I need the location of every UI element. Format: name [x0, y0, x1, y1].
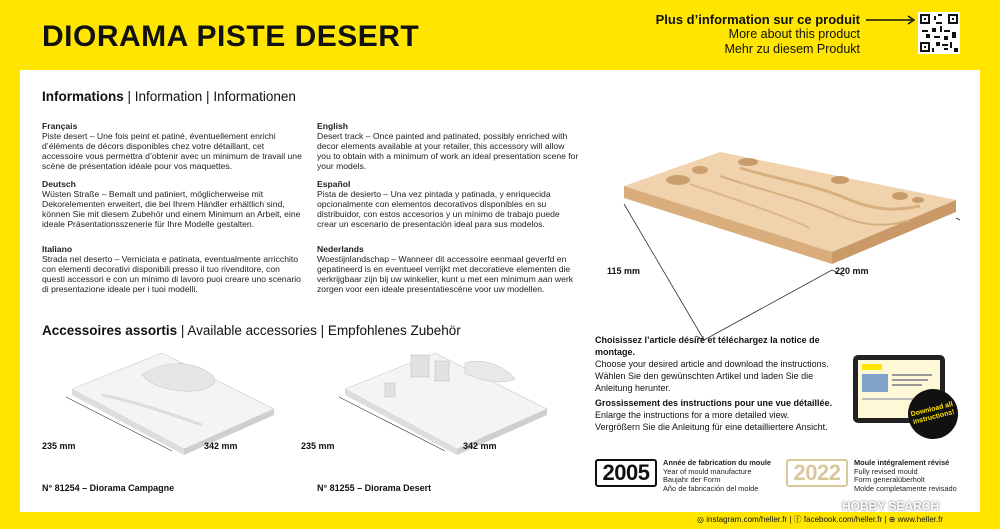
product-dim-width: 220 mm: [835, 266, 869, 276]
mould-year-text: Année de fabrication du moule Year of mould manufacture Baujahr der Form Año de fabricación del molde: [663, 458, 771, 493]
page-title: DIORAMA PISTE DESERT: [42, 20, 420, 53]
website-link[interactable]: www.heller.fr: [897, 515, 943, 524]
arrow-right-icon: [866, 14, 916, 26]
instagram-link[interactable]: instagram.com/heller.fr: [706, 515, 788, 524]
campagne-dim-depth: 235 mm: [42, 441, 76, 451]
lang-block-es: Español Pista de desierto – Una vez pintada y patinada, y enriquecida opcionalmente con elementos decorativos disponibles en su distribuidor, con estos accesorios y un mínimo de trabajo puede crear un escenario de presentación ideal para sus modelos.: [317, 179, 560, 229]
revised-year-text: Moule intégralement révisé Fully revised mould Form generalüberholt Molde completamente revisado: [854, 458, 957, 493]
download-instructions-badge[interactable]: Download all instructions!: [903, 384, 964, 445]
instagram-icon: ◎: [697, 515, 704, 524]
more-info-fr: Plus d’information sur ce produit: [655, 12, 860, 27]
lang-block-fr: Français Piste desert – Une fois peint et patiné, éventuellement enrichi d’éléments de décors disponibles chez votre détaillant, cet accessoire vous permettra d’obtenir avec un minimum de travail une scène de présentation idéale pour vos maquettes.: [42, 121, 302, 171]
accessories-heading: Accessoires assortis | Available accessories | Empfohlenes Zubehör: [42, 323, 461, 338]
revised-year-badge: 2022: [786, 459, 848, 487]
instructions-text: Choisissez l’article désiré et téléchargez la notice de montage. Choose your desired article and download the instructions. Wählen Sie den gewünschten Artikel und laden Sie die Anleitung herunter. Grossissement des instructions pour une vue détaillée. Enlarge the instructions for a more detailed view. Vergrößern Sie die Anleitung für eine detailliertere Ansicht.: [595, 335, 833, 432]
accessory-image-campagne[interactable]: [42, 345, 282, 455]
more-info-de: Mehr zu diesem Produkt: [724, 42, 860, 56]
lang-block-en: English Desert track – Once painted and patinated, possibly enriched with decor elements available at your retailer, this accessory will allow you to obtain with a minimum of work an ideal presentation scene for your models.: [317, 121, 579, 171]
watermark: HOBBY SEARCH: [842, 499, 940, 513]
facebook-icon: ⓕ: [793, 515, 802, 524]
more-info-en: More about this product: [728, 27, 860, 41]
desert-dim-width: 342 mm: [463, 441, 497, 451]
informations-heading: Informations | Information | Informationen: [42, 89, 296, 104]
facebook-link[interactable]: facebook.com/heller.fr: [803, 515, 883, 524]
globe-icon: ⊕: [888, 515, 896, 524]
qr-code-icon[interactable]: [918, 12, 960, 54]
product-dim-depth: 115 mm: [607, 266, 641, 276]
footer-social: ◎ instagram.com/heller.fr | ⓕ facebook.com/heller.fr | ⊕ www.heller.fr: [697, 515, 943, 524]
lang-block-nl: Nederlands Woestijnlandschap – Wanneer dit accessoire eenmaal geverfd en gepatineerd is en eventueel verrijkt met decoratieve elementen die verkrijgbaar zijn bij uw winkelier, kunt u met een minimum aan werk zorgen voor een ideale presentatiescène voor uw modellen.: [317, 244, 574, 294]
accessory-name-desert[interactable]: N° 81255 – Diorama Desert: [317, 483, 432, 493]
mould-year-badge: 2005: [595, 459, 657, 487]
content-panel: [20, 70, 980, 512]
accessory-image-desert[interactable]: [315, 345, 555, 455]
accessory-name-campagne[interactable]: N° 81254 – Diorama Campagne: [42, 483, 175, 493]
desert-dim-depth: 235 mm: [301, 441, 335, 451]
lang-block-it: Italiano Strada nel deserto – Verniciata e patinata, eventualmente arricchito con elementi decorativi disponibili presso il tuo rivenditore, con questi accessori e con un minimo di lavoro puoi creare uno scenario di presentazione ideale per i tuoi modelli.: [42, 244, 301, 294]
campagne-dim-width: 342 mm: [204, 441, 238, 451]
lang-block-de: Deutsch Wüsten Straße – Bemalt und patiniert, möglicherweise mit Dekorelementen erweitert, die bei Ihrem Händler erhältlich sind, können Sie mit diesem Zubehör und einem Minimum an Arbeit, eine ideale Präsentationsszenerie für Ihre Modelle gestalten.: [42, 179, 301, 229]
more-info-block[interactable]: [656, 12, 860, 57]
